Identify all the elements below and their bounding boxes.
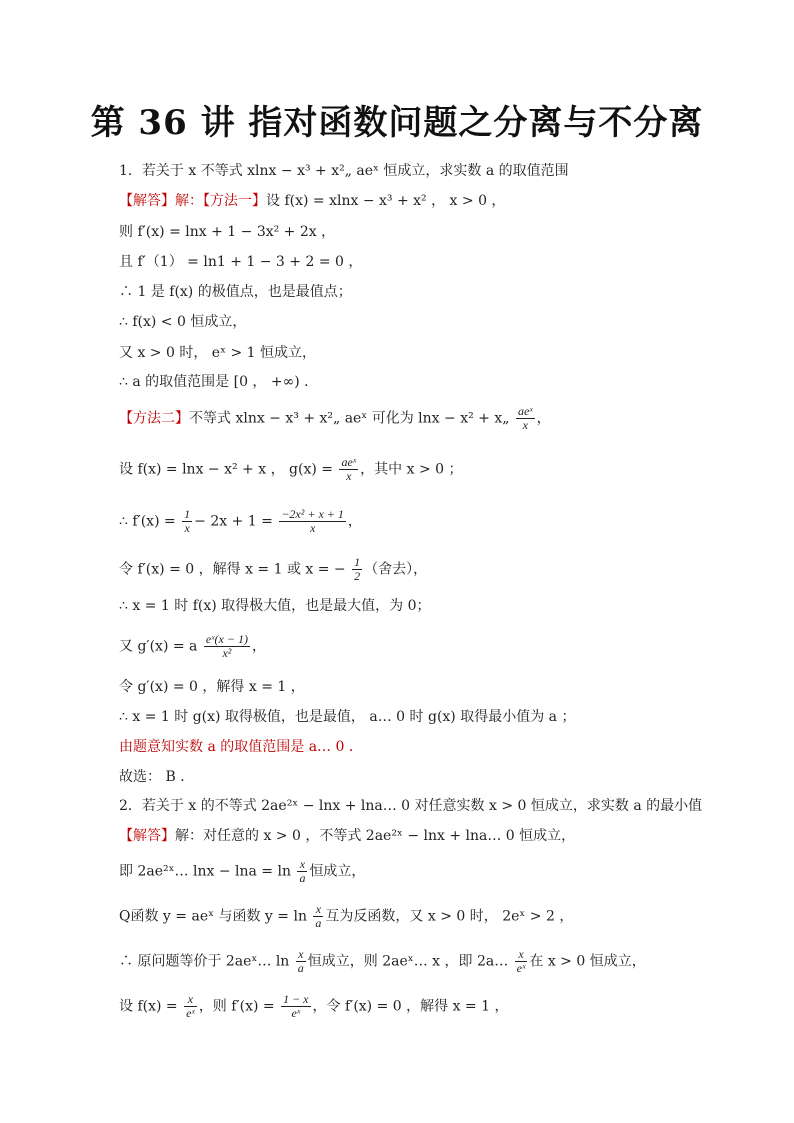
method-tag: 解：【方法一】 [175,193,266,209]
solution-1-line-10: ∴ f′(x) = $\frac{1}{x}$ − 2x + 1 = $\frac{\text{−2x² + x + 1}}{x}$ ， [119,507,362,535]
fraction: $\frac{1}{x}$ [184,507,191,535]
solution-2-line-3: Q函数 y = aeˣ 与函数 y = ln $\frac{x}{a}$ 互为反函数，又 x > 0 时， 2eˣ > 2 ， [119,902,574,930]
solution-1-line-9: 设 f(x) = lnx − x² + x ， g(x) = $\frac{\text{aeˣ}}{x}$ ，其中 x > 0 ； [119,455,463,483]
solution-2-line-4: ∴ 原问题等价于 2aeˣ… ln $\frac{x}{a}$ 恒成立，则 2aeˣ… x ，即 2a… $\frac{x}{\text{eˣ}}$ 在 x > 0 恒成立， [119,947,646,975]
solution-1-line-8: 【方法二】不等式 xlnx − x³ + x²„ aeˣ 可化为 lnx − x² + x„ $\frac{\text{aeˣ}}{x}$ ， [119,404,551,432]
solution-1-line-1 [119,192,505,210]
solution-1-line-6: 又 x > 0 时， eˣ > 1 恒成立， [119,345,316,361]
line-text: 解：对任意的 x > 0 ，不等式 2ae²ˣ − lnx + lna… 0 恒成立， [175,828,576,844]
fraction: $\frac{\text{aeˣ}}{x}$ [341,455,357,483]
page-title: 第 36 讲 指对函数问题之分离与不分离 [90,103,704,143]
solution-1-line-3: 且 f′（1） = ln1 + 1 − 3 + 2 = 0 ， [119,254,363,270]
fraction: $\frac{1 - x}{\text{eˣ}}$ [283,992,309,1020]
fraction: $\frac{\text{aeˣ}}{x}$ [517,404,533,432]
fraction: $\frac{x}{\text{eˣ}}$ [516,947,526,975]
fraction: $\frac{x}{a}$ [297,947,304,975]
solution-1-line-5: ∴ f(x) < 0 恒成立， [119,314,247,330]
solution-1-line-14: 令 g′(x) = 0 ，解得 x = 1 ， [119,679,305,695]
solution-2-line-5: 设 f(x) = $\frac{x}{\text{eˣ}}$ ，则 f′(x) = $\frac{1 - x}{\text{eˣ}}$ ，令 f′(x) = 0 ，解得 x = 1 ， [119,992,509,1020]
solution-2-line-1 [119,827,575,845]
solution-1-line-4: ∴ 1 是 f(x) 的极值点，也是最值点； [119,284,352,300]
fraction: $\frac{x}{a}$ [299,857,306,885]
solution-1-line-15: ∴ x = 1 时 g(x) 取得极值，也是最值， a… 0 时 g(x) 取得最小值为 a ； [119,709,576,725]
answer-tag: 【解答】 [119,193,175,209]
solution-1-line-13: 又 g′(x) = a $\frac{\text{eˣ(x − 1)}}{\text{x²}}$ ， [119,632,266,660]
line-text: 设 f(x) = xlnx − x³ + x² ， x > 0 ， [266,193,506,209]
solution-1-line-2: 则 f′(x) = lnx + 1 − 3x² + 2x ， [119,224,336,240]
fraction: $\frac{x}{\text{eˣ}}$ [186,992,195,1020]
fraction: $\frac{\text{eˣ(x − 1)}}{\text{x²}}$ [205,632,248,660]
solution-1-line-11: 令 f′(x) = 0 ，解得 x = 1 或 x = − $\frac{1}{2}$ （舍去）， [119,555,428,583]
method-tag: 【方法二】 [119,410,189,427]
solution-1-line-7: ∴ a 的取值范围是 [0 ， +∞) ． [119,374,319,390]
question-2: 2．若关于 x 的不等式 2ae²ˣ − lnx + lna… 0 对任意实数 x > 0 恒成立，求实数 a 的最小值 [119,798,703,814]
fraction: $\frac{x}{a}$ [315,902,322,930]
solution-1-line-12: ∴ x = 1 时 f(x) 取得极大值，也是最大值，为 0； [119,598,431,614]
solution-2-line-2: 即 2ae²ˣ… lnx − lna = ln $\frac{x}{a}$ 恒成立， [119,857,366,885]
fraction: $\frac{\text{−2x² + x + 1}}{x}$ [281,507,344,535]
question-1: 1．若关于 x 不等式 xlnx − x³ + x²„ aeˣ 恒成立，求实数 a 的取值范围 [119,163,569,179]
solution-1-conclusion: 由题意知实数 a 的取值范围是 a… 0 ． [119,739,363,755]
answer-tag: 【解答】 [119,828,175,844]
line-text: 不等式 xlnx − x³ + x²„ aeˣ 可化为 lnx − x² + x„ [189,410,510,427]
solution-1-choice: 故选： B ． [119,769,195,785]
fraction: $\frac{1}{2}$ [354,555,361,583]
